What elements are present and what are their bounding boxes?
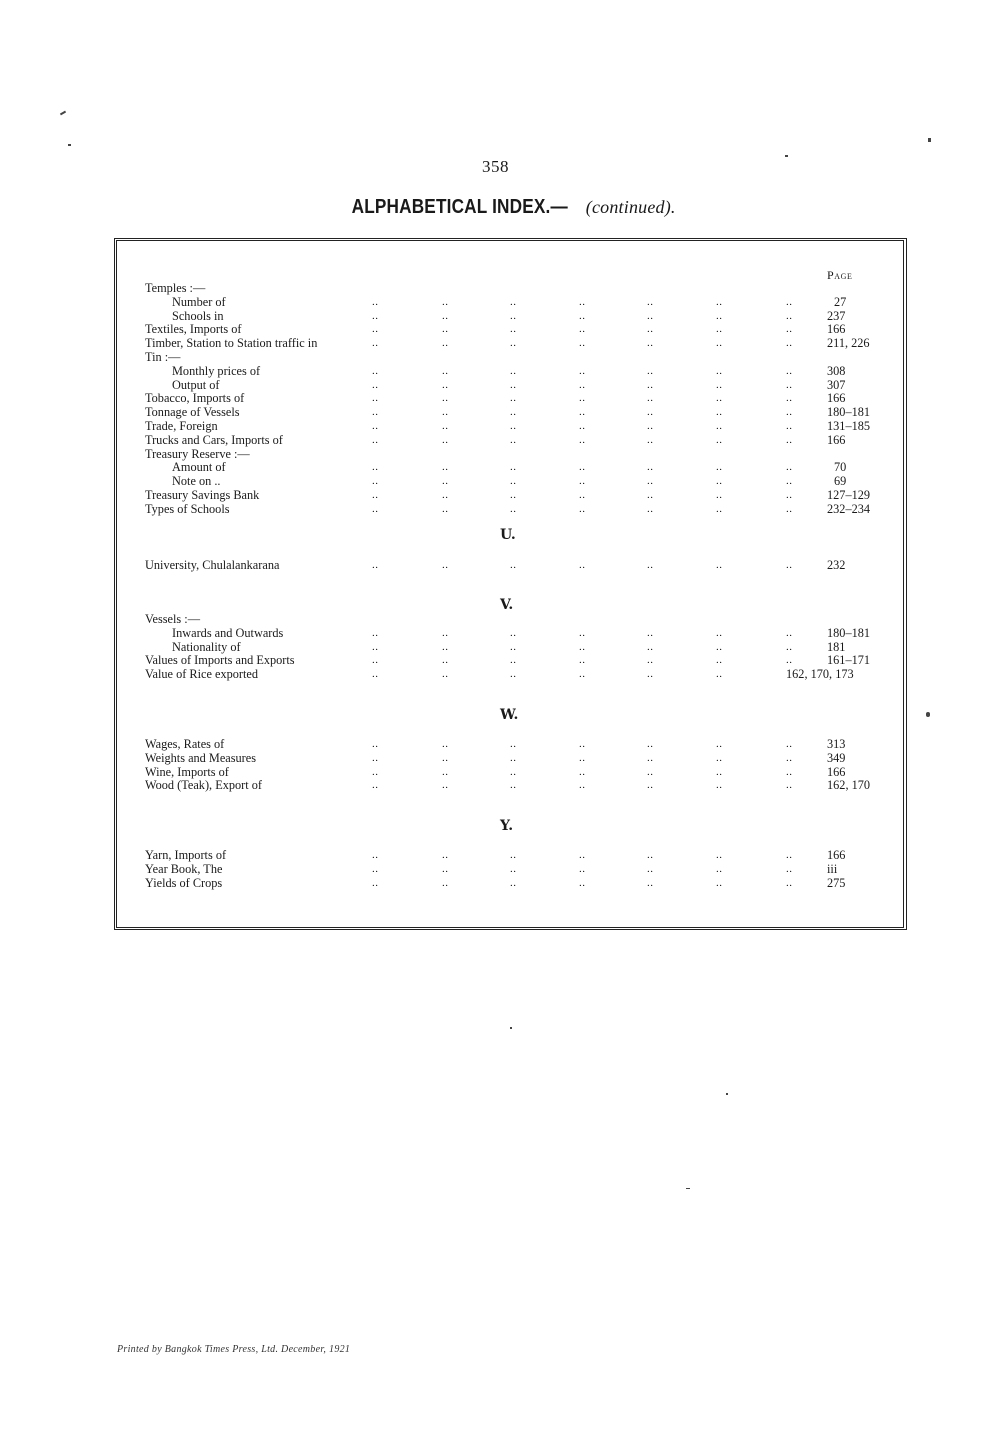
entry-page: 166	[827, 432, 846, 447]
entry-page: 275	[827, 875, 846, 890]
leader-dot: ..	[442, 559, 449, 571]
leader-dot: ..	[786, 626, 793, 639]
leader-dot: ..	[442, 765, 449, 778]
entry-label: Treasury Reserve :—	[145, 446, 250, 461]
leader-dot: ..	[510, 751, 517, 764]
entry-label: Tonnage of Vessels	[145, 405, 240, 420]
entry-page: 181	[827, 639, 846, 654]
leader-dot: ..	[442, 475, 449, 488]
entry-label: Monthly prices of	[172, 363, 261, 378]
leader-dot: ..	[442, 295, 449, 308]
leader-dot: ..	[716, 751, 723, 764]
section-letter-w: W.	[500, 707, 519, 723]
leader-dot: ..	[786, 295, 793, 308]
leader-dot: ..	[579, 765, 586, 778]
title-continued: (continued).	[585, 197, 676, 217]
entry-label: Amount of	[172, 460, 226, 475]
page-number: 358	[482, 157, 509, 176]
leader-dot: ..	[372, 765, 379, 778]
leader-dot: ..	[786, 751, 793, 764]
leader-dot: ..	[647, 862, 654, 875]
leader-dot: ..	[786, 364, 793, 377]
leader-dot: ..	[372, 876, 379, 889]
leader-dot: ..	[579, 751, 586, 764]
scan-speck	[928, 138, 931, 142]
leader-dot: ..	[510, 779, 517, 792]
leader-dot: ..	[372, 364, 379, 377]
leader-dot: ..	[510, 640, 517, 653]
leader-dot: ..	[647, 640, 654, 653]
scan-speck	[686, 1188, 690, 1189]
leader-dot: ..	[510, 489, 517, 501]
leader-dot: ..	[647, 323, 654, 336]
page-column-header: Page	[827, 268, 853, 282]
index-entry	[0, 764, 846, 779]
leader-dot: ..	[579, 475, 586, 488]
leader-dot: ..	[786, 779, 793, 792]
leader-dot: ..	[510, 323, 517, 336]
leader-dot: ..	[510, 559, 517, 571]
leader-dot: ..	[579, 640, 586, 653]
leader-dot: ..	[716, 876, 723, 889]
leader-dot: ..	[647, 392, 654, 405]
leader-dot: ..	[442, 406, 449, 419]
leader-dot: ..	[786, 489, 793, 501]
entry-label: Timber, Station to Station traffic in	[145, 336, 318, 351]
entry-page: 166	[827, 764, 846, 779]
entry-label: Tobacco, Imports of	[145, 391, 245, 406]
leader-dot: ..	[647, 654, 654, 667]
scan-speck	[926, 712, 930, 717]
leader-dot: ..	[372, 406, 379, 419]
leader-dot: ..	[372, 751, 379, 764]
leader-dot: ..	[442, 337, 449, 350]
leader-dot: ..	[786, 392, 793, 405]
index-entry	[0, 294, 847, 309]
leader-dot: ..	[716, 392, 723, 405]
leader-dot: ..	[372, 640, 379, 653]
leader-dot: ..	[716, 461, 723, 474]
index-entry	[0, 778, 871, 793]
entry-label: Tin :—	[145, 350, 181, 364]
entry-page: 127–129	[827, 488, 871, 502]
leader-dot: ..	[716, 433, 723, 446]
leader-dot: ..	[442, 489, 449, 501]
entry-label: Inwards and Outwards	[172, 625, 284, 640]
scan-speck	[726, 1093, 728, 1095]
entry-page: iii	[827, 861, 838, 876]
leader-dot: ..	[579, 849, 586, 861]
leader-dot: ..	[579, 420, 586, 432]
leader-dot: ..	[716, 862, 723, 875]
leader-dot: ..	[647, 489, 654, 501]
index-entry	[0, 667, 854, 682]
entry-page: 162, 170	[827, 778, 871, 793]
leader-dot: ..	[372, 309, 379, 322]
leader-dot: ..	[372, 295, 379, 308]
entry-page: 349	[827, 750, 846, 765]
leader-dot: ..	[647, 849, 654, 861]
leader-dot: ..	[786, 876, 793, 889]
leader-dot: ..	[786, 309, 793, 322]
entry-page: 308	[827, 363, 846, 378]
leader-dot: ..	[372, 489, 379, 501]
index-entry	[0, 432, 846, 447]
leader-dot: ..	[786, 461, 793, 474]
entry-page: 70	[834, 460, 847, 475]
index-entry	[0, 474, 847, 489]
leader-dot: ..	[647, 364, 654, 377]
entry-page: 131–185	[827, 419, 871, 433]
leader-dot: ..	[786, 420, 793, 432]
leader-dot: ..	[647, 378, 654, 391]
leader-dot: ..	[372, 668, 379, 681]
leader-dot: ..	[442, 626, 449, 639]
leader-dot: ..	[716, 323, 723, 336]
leader-dot: ..	[647, 406, 654, 419]
leader-dot: ..	[579, 378, 586, 391]
leader-dot: ..	[510, 364, 517, 377]
title-main: ALPHABETICAL INDEX.—	[351, 196, 569, 218]
leader-dot: ..	[786, 849, 793, 861]
entry-label: Vessels :—	[145, 612, 200, 626]
leader-dot: ..	[786, 559, 793, 571]
leader-dot: ..	[647, 626, 654, 639]
leader-dot: ..	[716, 626, 723, 639]
index-entry	[0, 488, 871, 502]
leader-dot: ..	[716, 475, 723, 488]
leader-dot: ..	[647, 502, 654, 515]
leader-dot: ..	[647, 309, 654, 322]
leader-dot: ..	[579, 559, 586, 571]
scan-speck	[68, 144, 71, 146]
leader-dot: ..	[786, 475, 793, 488]
leader-dot: ..	[786, 433, 793, 446]
entry-label: Yarn, Imports of	[145, 848, 227, 862]
leader-dot: ..	[442, 654, 449, 667]
leader-dot: ..	[372, 626, 379, 639]
leader-dot: ..	[579, 626, 586, 639]
index-entry	[0, 653, 871, 668]
scan-speck	[60, 111, 66, 116]
leader-dot: ..	[716, 378, 723, 391]
leader-dot: ..	[510, 461, 517, 474]
leader-dot: ..	[510, 862, 517, 875]
leader-dot: ..	[372, 475, 379, 488]
leader-dot: ..	[579, 862, 586, 875]
entry-page: 27	[834, 294, 847, 309]
leader-dot: ..	[786, 640, 793, 653]
leader-dot: ..	[579, 489, 586, 501]
leader-dot: ..	[716, 849, 723, 861]
entry-label: Note on ..	[172, 474, 221, 489]
leader-dot: ..	[372, 323, 379, 336]
leader-dot: ..	[786, 323, 793, 336]
leader-dot: ..	[372, 654, 379, 667]
leader-dot: ..	[442, 876, 449, 889]
leader-dot: ..	[647, 461, 654, 474]
entry-page: 313	[827, 737, 846, 751]
entry-label: Types of Schools	[145, 501, 230, 516]
leader-dot: ..	[647, 876, 654, 889]
leader-dot: ..	[716, 738, 723, 750]
leader-dot: ..	[510, 337, 517, 350]
entry-label: Value of Rice exported	[145, 667, 259, 682]
leader-dot: ..	[786, 406, 793, 419]
leader-dot: ..	[372, 378, 379, 391]
entry-page: 166	[827, 322, 846, 337]
leader-dot: ..	[510, 406, 517, 419]
entry-label: Temples :—	[145, 281, 206, 295]
entry-label: Nationality of	[172, 639, 241, 654]
leader-dot: ..	[579, 406, 586, 419]
index-entry	[0, 447, 760, 461]
section-letter-y: Y.	[500, 818, 514, 834]
leader-dot: ..	[372, 461, 379, 474]
leader-dot: ..	[647, 738, 654, 750]
leader-dot: ..	[647, 668, 654, 681]
leader-dot: ..	[510, 765, 517, 778]
leader-dot: ..	[442, 640, 449, 653]
entry-page: 166	[827, 391, 846, 406]
leader-dot: ..	[786, 654, 793, 667]
leader-dot: ..	[716, 640, 723, 653]
leader-dot: ..	[510, 295, 517, 308]
leader-dot: ..	[372, 392, 379, 405]
leader-dot: ..	[647, 475, 654, 488]
entry-label: Number of	[172, 294, 226, 309]
entry-page: 307	[827, 377, 846, 392]
index-entry	[0, 308, 846, 323]
entry-label: Wood (Teak), Export of	[145, 778, 262, 793]
leader-dot: ..	[786, 502, 793, 515]
index-entry	[0, 875, 846, 890]
leader-dot: ..	[647, 420, 654, 432]
leader-dot: ..	[372, 849, 379, 861]
entry-page: 211, 226	[827, 336, 870, 351]
leader-dot: ..	[579, 337, 586, 350]
leader-dot: ..	[647, 559, 654, 571]
entry-label: Schools in	[172, 308, 224, 323]
leader-dot: ..	[579, 433, 586, 446]
leader-dot: ..	[579, 392, 586, 405]
index-entry	[0, 336, 870, 351]
index-entry	[0, 612, 760, 626]
leader-dot: ..	[579, 668, 586, 681]
index-entry	[0, 737, 846, 751]
index-entry	[0, 848, 846, 862]
leader-dot: ..	[786, 862, 793, 875]
leader-dot: ..	[786, 337, 793, 350]
leader-dot: ..	[647, 337, 654, 350]
page-title	[0, 196, 991, 219]
index-entry	[0, 281, 760, 295]
leader-dot: ..	[510, 626, 517, 639]
entry-page: 161–171	[827, 653, 871, 668]
index-entry	[0, 558, 846, 572]
leader-dot: ..	[579, 295, 586, 308]
entry-label: Treasury Savings Bank	[145, 488, 260, 502]
leader-dot: ..	[510, 668, 517, 681]
entry-page: 180–181	[827, 625, 871, 640]
leader-dot: ..	[716, 406, 723, 419]
leader-dot: ..	[579, 876, 586, 889]
leader-dot: ..	[442, 378, 449, 391]
leader-dot: ..	[579, 461, 586, 474]
leader-dot: ..	[579, 654, 586, 667]
leader-dot: ..	[510, 849, 517, 861]
leader-dot: ..	[716, 502, 723, 515]
leader-dot: ..	[510, 654, 517, 667]
entry-page: 232	[827, 558, 846, 572]
leader-dot: ..	[442, 323, 449, 336]
printer-imprint: Printed by Bangkok Times Press, Ltd. December, 1921	[117, 1344, 351, 1355]
index-entry	[0, 405, 871, 420]
leader-dot: ..	[647, 295, 654, 308]
index-entry	[0, 460, 847, 475]
leader-dot: ..	[716, 779, 723, 792]
leader-dot: ..	[716, 295, 723, 308]
leader-dot: ..	[442, 433, 449, 446]
index-entry	[0, 391, 846, 406]
leader-dot: ..	[786, 738, 793, 750]
entry-label: Trade, Foreign	[145, 419, 218, 433]
index-entry	[0, 625, 871, 640]
section-letter-u: U.	[500, 527, 516, 543]
leader-dot: ..	[442, 862, 449, 875]
leader-dot: ..	[716, 420, 723, 432]
leader-dot: ..	[372, 862, 379, 875]
leader-dot: ..	[579, 323, 586, 336]
leader-dot: ..	[372, 738, 379, 750]
leader-dot: ..	[716, 668, 723, 681]
entry-page: 166	[827, 848, 846, 862]
entry-page: 69	[834, 474, 847, 489]
leader-dot: ..	[786, 765, 793, 778]
leader-dot: ..	[372, 337, 379, 350]
entry-label: Wine, Imports of	[145, 764, 229, 779]
leader-dot: ..	[510, 392, 517, 405]
index-entry	[0, 861, 838, 876]
leader-dot: ..	[442, 461, 449, 474]
index-entry	[0, 363, 846, 378]
entry-label: University, Chulalankarana	[145, 558, 280, 572]
leader-dot: ..	[442, 779, 449, 792]
leader-dot: ..	[510, 309, 517, 322]
leader-dot: ..	[372, 559, 379, 571]
leader-dot: ..	[372, 502, 379, 515]
scan-speck	[785, 155, 788, 157]
leader-dot: ..	[510, 502, 517, 515]
entry-page: 180–181	[827, 405, 871, 420]
index-entry	[0, 377, 846, 392]
leader-dot: ..	[510, 420, 517, 432]
leader-dot: ..	[716, 489, 723, 501]
leader-dot: ..	[510, 433, 517, 446]
leader-dot: ..	[647, 751, 654, 764]
entry-label: Yields of Crops	[145, 875, 223, 890]
section-letter-v: V.	[500, 597, 514, 613]
entry-page: 162, 170, 173	[786, 667, 854, 682]
leader-dot: ..	[647, 433, 654, 446]
entry-label: Values of Imports and Exports	[145, 653, 295, 668]
leader-dot: ..	[442, 364, 449, 377]
scan-speck	[510, 1027, 512, 1029]
index-entry	[0, 419, 871, 433]
leader-dot: ..	[442, 738, 449, 750]
leader-dot: ..	[647, 779, 654, 792]
entry-label: Weights and Measures	[145, 750, 257, 765]
leader-dot: ..	[579, 502, 586, 515]
leader-dot: ..	[716, 364, 723, 377]
leader-dot: ..	[510, 876, 517, 889]
entry-label: Trucks and Cars, Imports of	[145, 432, 283, 447]
index-entry	[0, 350, 760, 364]
leader-dot: ..	[442, 502, 449, 515]
leader-dot: ..	[442, 309, 449, 322]
leader-dot: ..	[579, 309, 586, 322]
leader-dot: ..	[510, 378, 517, 391]
leader-dot: ..	[716, 309, 723, 322]
entry-label: Textiles, Imports of	[145, 322, 242, 337]
leader-dot: ..	[372, 420, 379, 432]
leader-dot: ..	[442, 420, 449, 432]
leader-dot: ..	[716, 337, 723, 350]
leader-dot: ..	[372, 779, 379, 792]
leader-dot: ..	[510, 738, 517, 750]
leader-dot: ..	[716, 765, 723, 778]
leader-dot: ..	[786, 378, 793, 391]
leader-dot: ..	[716, 654, 723, 667]
index-entry	[0, 501, 871, 516]
entry-page: 237	[827, 308, 846, 323]
entry-label: Output of	[172, 377, 220, 392]
leader-dot: ..	[647, 765, 654, 778]
leader-dot: ..	[579, 738, 586, 750]
index-entry	[0, 750, 846, 765]
index-entry	[0, 639, 846, 654]
leader-dot: ..	[510, 475, 517, 488]
leader-dot: ..	[442, 668, 449, 681]
leader-dot: ..	[579, 779, 586, 792]
leader-dot: ..	[716, 559, 723, 571]
leader-dot: ..	[442, 392, 449, 405]
leader-dot: ..	[442, 849, 449, 861]
entry-page: 232–234	[827, 501, 871, 516]
index-entry	[0, 322, 846, 337]
leader-dot: ..	[372, 433, 379, 446]
leader-dot: ..	[579, 364, 586, 377]
entry-label: Year Book, The	[145, 861, 223, 876]
entry-label: Wages, Rates of	[145, 737, 225, 751]
leader-dot: ..	[442, 751, 449, 764]
